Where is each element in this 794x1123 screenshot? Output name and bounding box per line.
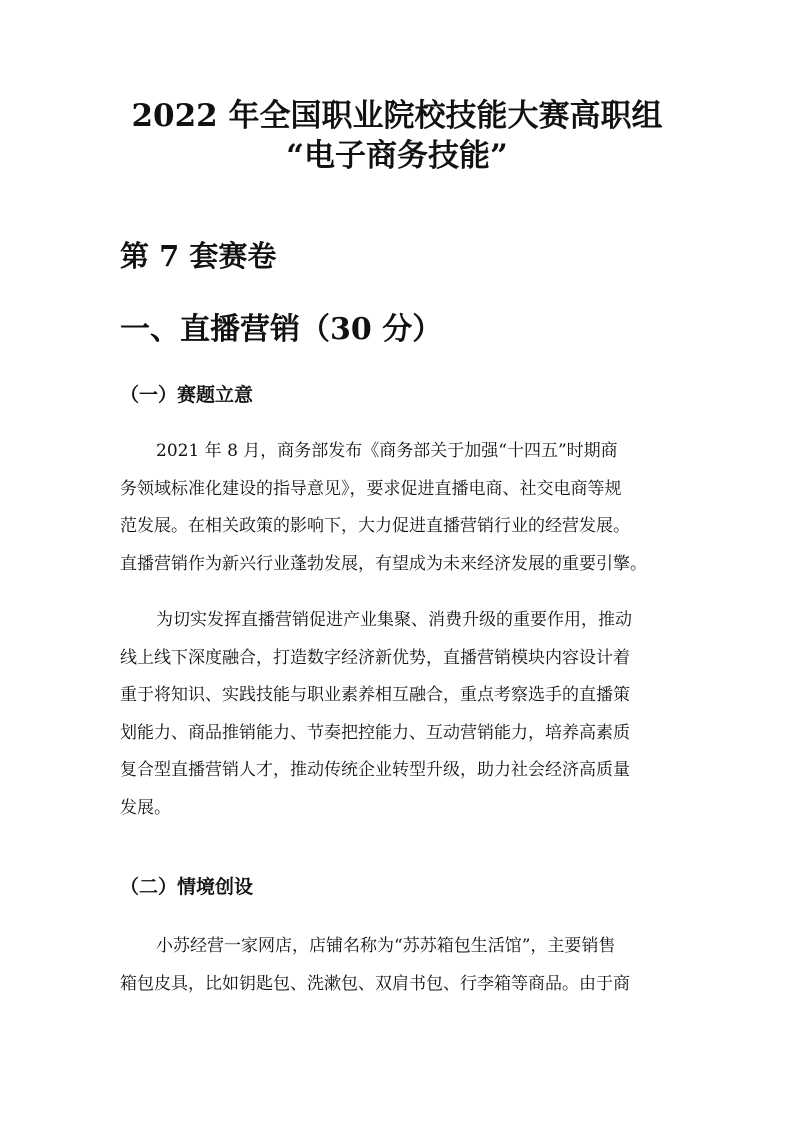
paragraph-intent-2: [120, 602, 680, 827]
subsection-heading-scenario: （二）情境创设: [120, 876, 254, 898]
paragraph-line: 复合型直播营销人才，推动传统企业转型升级，助力社会经济高质量: [120, 760, 630, 780]
subsection-heading-intent: （一）赛题立意: [120, 384, 254, 406]
paragraph-line: 重于将知识、实践技能与职业素养相互融合，重点考察选手的直播策: [120, 685, 630, 705]
paragraph-line: 2021 年 8 月，商务部发布《商务部关于加强“十四五”时期商: [156, 441, 618, 461]
set-heading: 第 7 套赛卷: [120, 239, 277, 273]
paragraph-line: 范发展。在相关政策的影响下，大力促进直播营销行业的经营发展。: [120, 516, 630, 536]
paragraph-line: 线上线下深度融合，打造数字经济新优势，直播营销模块内容设计着: [120, 647, 630, 668]
paragraph-line: 发展。: [120, 797, 171, 818]
section-heading: 一、直播营销（30 分）: [120, 312, 443, 347]
paragraph-line: 直播营销作为新兴行业蓬勃发展，有望成为未来经济发展的重要引擎。: [120, 553, 647, 574]
paragraph-scenario: [120, 928, 680, 1003]
paragraph-intent-1: [120, 433, 680, 583]
paragraph-line: 务领域标准化建设的指导意见》，要求促进直播电商、社交电商等规: [120, 478, 622, 499]
paragraph-line: 划能力、商品推销能力、节奏把控能力、互动营销能力，培养高素质: [120, 722, 630, 743]
paragraph-line: 为切实发挥直播营销促进产业集聚、消费升级的重要作用，推动: [156, 610, 632, 630]
paragraph-line: 小苏经营一家网店，店铺名称为“苏苏箱包生活馆”，主要销售: [156, 936, 616, 956]
paragraph-line: 箱包皮具，比如钥匙包、洗漱包、双肩书包、行李箱等商品。由于商: [120, 973, 630, 994]
document-title-line-1: 2022 年全国职业院校技能大赛高职组: [131, 98, 663, 134]
document-title-line-2: “电子商务技能”: [286, 138, 508, 174]
